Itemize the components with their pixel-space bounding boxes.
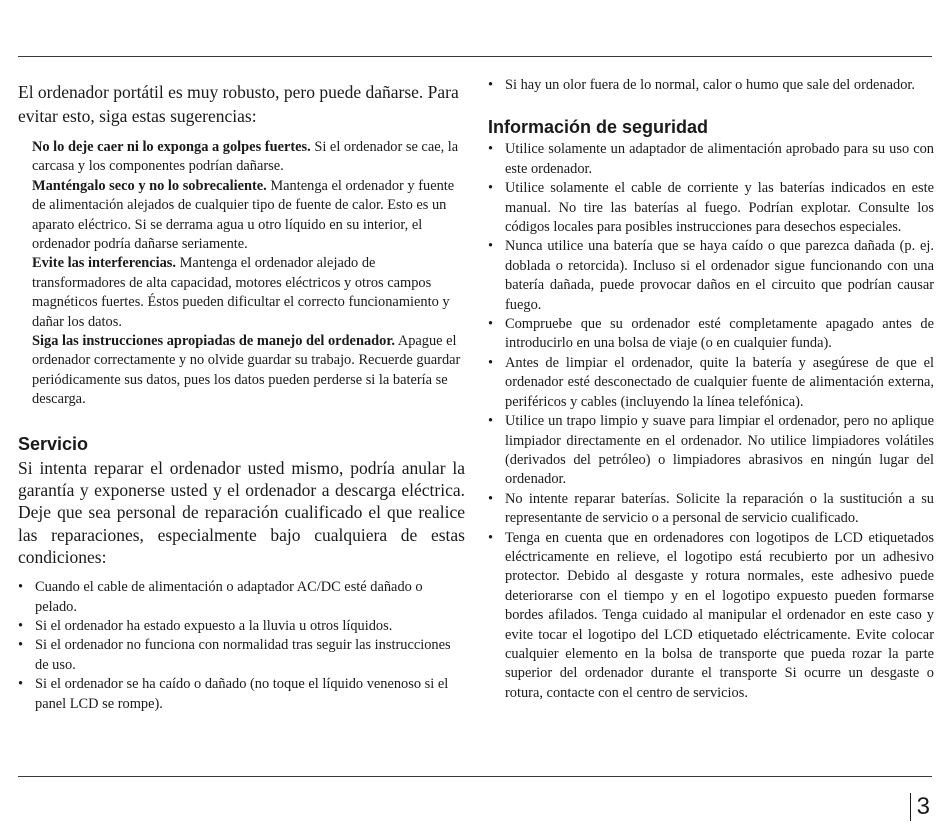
tip-interference: [32, 254, 465, 332]
tip-title: No lo deje caer ni lo exponga a golpes fuertes.: [32, 139, 311, 155]
bullet-icon: •: [488, 141, 494, 158]
right-column: [488, 76, 934, 703]
list-item: • Compruebe que su ordenador esté completamente apagado antes de introducirlo en una bolsa de viaje (o en cualquier funda).: [488, 316, 934, 352]
top-rule: [18, 56, 932, 57]
list-item: • Antes de limpiar el ordenador, quite la batería y asegúrese de que el ordenador esté desconectado de cualquier fuente de alimentación externa, periféricos y cables (incluyendo la línea telefónica).: [488, 354, 934, 410]
safety-info-heading: Información de seguridad: [488, 117, 709, 138]
tip-title: Evite las interferencias.: [32, 255, 177, 272]
bullet-icon: •: [488, 316, 494, 333]
page-number: 3: [910, 793, 930, 821]
left-column: [18, 80, 465, 714]
bullet-icon: •: [488, 354, 494, 371]
list-item: • Utilice solamente un adaptador de alimentación aprobado para su uso con este ordenador.: [488, 141, 934, 177]
servicio-paragraph: Si intenta reparar el ordenador usted mismo, podría anular la garantía y exponerse usted y el ordenador a descarga eléctrica. Deje que sea personal de reparación cualificado el que realice las reparaciones, especialmente bajo cualquiera de estas condiciones:: [18, 457, 465, 567]
care-tips: [32, 138, 465, 410]
bullet-icon: •: [488, 529, 494, 546]
list-item: • Tenga en cuenta que en ordenadores con logotipos de LCD etiquetados eléctricamente en relieve, el logotipo está recubierto por un adhesivo protector. Debido al desgaste y rotura normales, este adhesivo puede deteriorarse con el tiempo y en el logotipo expuesto pueden formarse bordes afilados. Tenga cuidado al manipular el ordenador en este caso y evite tocar el logotipo del LCD etiquetado eléctricamente. Evite colocar cualquier elemento en la bolsa de transporte que pueda rozar la parte superior del ordenador durante el transporte Si ocurre un desgaste o rotura, contacte con el centro de servicios.: [488, 529, 934, 701]
bullet-icon: •: [488, 490, 494, 507]
tip-text: Apague el ordenador correctamente y no olvide guardar su trabajo. Recuerde guardar periódicamente sus datos, pues los datos pueden perderse si la batería se descarga.: [32, 333, 461, 408]
bullet-icon: •: [18, 579, 24, 596]
bullet-icon: •: [488, 413, 494, 430]
list-item: • Si hay un olor fuera de lo normal, calor o humo que sale del ordenador.: [488, 76, 934, 95]
list-item: • Utilice un trapo limpio y suave para limpiar el ordenador, pero no aplique limpiador directamente en el ordenador. No utilice limpiadores volátiles (derivados del petróleo) o limpiadores abrasivos en ningún lugar del ordenador.: [488, 413, 934, 488]
list-item: • Si el ordenador se ha caído o dañado (no toque el líquido venenoso si el panel LCD se rompe).: [18, 676, 449, 712]
list-item: • Utilice solamente el cable de corriente y las baterías indicados en este manual. No tire las baterías al fuego. Podrían explotar. Consulte los códigos locales para posibles instrucciones para desechos especiales.: [488, 180, 934, 236]
list-item: • No intente reparar baterías. Solicite la reparación o la sustitución a su representante de servicio o a personal de servicio cualificado.: [488, 490, 934, 527]
tip-text: Mantenga el ordenador alejado de transformadores de alta capacidad, motores eléctricos y otros campos magnéticos fuertes. Éstos pueden dificultar el correcto funcionamiento y dañar los datos.: [32, 255, 450, 330]
list-item: • Nunca utilice una batería que se haya caído o que parezca dañada (p. ej. doblada o retorcida). Incluso si el ordenador sigue funcionando con una batería dañada, puede provocar daños en el circuito que podrían causar fuego.: [488, 238, 934, 313]
bottom-rule: [18, 776, 932, 777]
tip-title: Siga las instrucciones apropiadas de manejo del ordenador.: [32, 333, 396, 350]
intro-paragraph: El ordenador portátil es muy robusto, pero puede dañarse. Para evitar esto, siga estas sugerencias:: [18, 82, 459, 126]
tip-dry: [32, 177, 465, 255]
list-item: • Cuando el cable de alimentación o adaptador AC/DC esté dañado o pelado.: [18, 579, 423, 615]
list-item: • Si el ordenador ha estado expuesto a la lluvia u otros líquidos.: [18, 617, 465, 636]
bullet-icon: •: [488, 180, 494, 197]
bullet-icon: •: [18, 637, 24, 654]
tip-title: Manténgalo seco y no lo sobrecaliente.: [32, 177, 267, 194]
tip-drop: [32, 138, 465, 177]
list-item: • Si el ordenador no funciona con normalidad tras seguir las instrucciones de uso.: [18, 637, 451, 673]
servicio-bullet-list: [18, 578, 465, 714]
bullet-icon: •: [18, 676, 24, 693]
bullet-icon: •: [18, 617, 24, 634]
bullet-icon: •: [488, 77, 494, 93]
tip-text: Si el ordenador se cae, la carcasa y los componentes podrían dañarse.: [32, 139, 459, 175]
servicio-heading: Servicio: [18, 433, 89, 454]
tip-text: Mantenga el ordenador y fuente de alimentación alejados de cualquier tipo de fuente de calor. Esto es un aparato eléctrico. Si se derrama agua u otro líquido en su interior, el ordenador podría dañarse seriamente.: [32, 177, 455, 253]
tip-handling: [32, 332, 465, 410]
servicio-bullet-list-continued: [488, 76, 934, 95]
safety-bullet-list: [488, 140, 934, 703]
bullet-icon: •: [488, 238, 494, 255]
